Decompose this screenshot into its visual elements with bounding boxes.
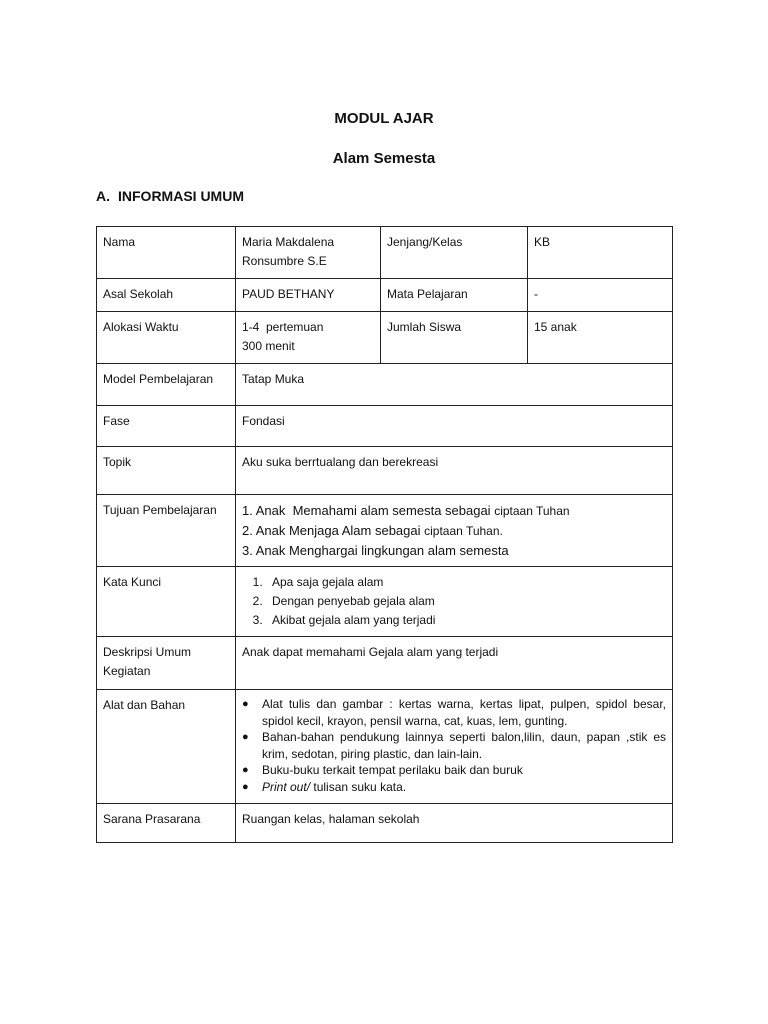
nama-value (236, 227, 381, 279)
document-subtitle: Alam Semesta (332, 150, 436, 167)
table-row (97, 567, 673, 637)
table-row (97, 364, 673, 406)
table-row (97, 312, 673, 364)
bullet-icon: ● (242, 764, 249, 776)
kata-kunci-label: Kata Kunci (97, 567, 236, 637)
alat-bahan-list (242, 696, 666, 795)
tujuan-item-1: 1. Anak Memahami alam semesta sebagai ciptaan Tuhan (242, 503, 570, 518)
list-item: ● Alat tulis dan gambar : kertas warna, kertas lipat, pulpen, spidol besar, spidol kecil, krayon, pensil warna, cat, kuas, lem, gunting. (242, 697, 666, 728)
fase-value: Fondasi (236, 406, 673, 447)
deskripsi-label: Deskripsi Umum Kegiatan (97, 637, 236, 690)
kata-kunci-value (236, 567, 673, 637)
alokasi-waktu-line2: 300 menit (242, 339, 295, 353)
jenjang-label: Jenjang/Kelas (381, 227, 528, 279)
asal-sekolah-value: PAUD BETHANY (236, 279, 381, 312)
table-row (97, 406, 673, 447)
mata-pelajaran-value: - (528, 279, 673, 312)
list-item: 3. Akibat gejala alam yang terjadi (266, 611, 666, 630)
bullet-icon: ● (242, 698, 249, 710)
table-row (97, 227, 673, 279)
general-info-table (96, 226, 673, 843)
alat-bahan-label: Alat dan Bahan (97, 690, 236, 804)
tujuan-value (236, 495, 673, 567)
list-item: ● Bahan-bahan pendukung lainnya seperti balon,lilin, daun, papan ,stik es krim, sedotan, piring plastic, dan lain-lain. (242, 730, 666, 761)
bullet-icon: ● (242, 731, 249, 743)
bullet-icon: ● (242, 780, 249, 793)
tujuan-item-2: 2. Anak Menjaga Alam sebagai ciptaan Tuhan. (242, 523, 503, 538)
list-item: 1. Apa saja gejala alam (266, 573, 666, 592)
table-row (97, 804, 673, 843)
document-title: MODUL AJAR (334, 110, 434, 127)
sarana-label: Sarana Prasarana (97, 804, 236, 843)
list-item: ● Buku-buku terkait tempat perilaku baik dan buruk (242, 763, 523, 777)
table-row (97, 690, 673, 804)
kata-kunci-list (242, 573, 666, 630)
sarana-value: Ruangan kelas, halaman sekolah (236, 804, 673, 843)
alat-bahan-value (236, 690, 673, 804)
table-row (97, 279, 673, 312)
tujuan-label: Tujuan Pembelajaran (97, 495, 236, 567)
list-item: ● Print out/ tulisan suku kata. (242, 779, 407, 794)
table-row (97, 495, 673, 567)
topik-value: Aku suka berrtualang dan berekreasi (236, 447, 673, 495)
section-heading (96, 188, 244, 204)
table-row (97, 637, 673, 690)
jenjang-value: KB (528, 227, 673, 279)
nama-label: Nama (97, 227, 236, 279)
nama-value-line1: Maria Makdalena (242, 235, 335, 249)
model-value: Tatap Muka (236, 364, 673, 406)
section-number: A. (96, 188, 110, 204)
topik-label: Topik (97, 447, 236, 495)
table-row (97, 447, 673, 495)
alokasi-waktu-line1: 1-4 pertemuan (242, 320, 324, 334)
jumlah-siswa-value: 15 anak (528, 312, 673, 364)
mata-pelajaran-label: Mata Pelajaran (381, 279, 528, 312)
asal-sekolah-label: Asal Sekolah (97, 279, 236, 312)
list-item: 2. Dengan penyebab gejala alam (266, 592, 666, 611)
fase-label: Fase (97, 406, 236, 447)
tujuan-item-3: 3. Anak Menghargai lingkungan alam semesta (242, 543, 509, 558)
model-label: Model Pembelajaran (97, 364, 236, 406)
nama-value-line2: Ronsumbre S.E (242, 254, 327, 268)
alokasi-waktu-value (236, 312, 381, 364)
jumlah-siswa-label: Jumlah Siswa (381, 312, 528, 364)
alokasi-waktu-label: Alokasi Waktu (97, 312, 236, 364)
section-title: INFORMASI UMUM (118, 188, 244, 204)
deskripsi-value: Anak dapat memahami Gejala alam yang terjadi (236, 637, 673, 690)
